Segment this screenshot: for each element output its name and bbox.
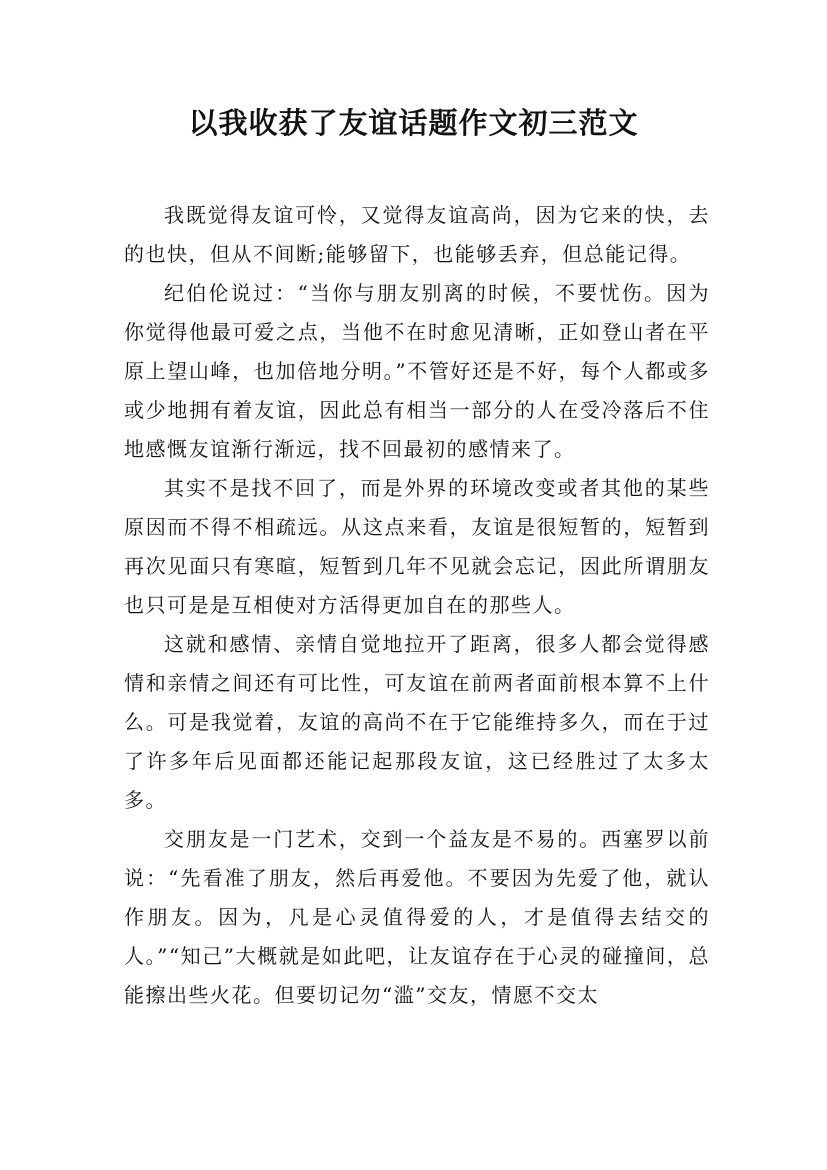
paragraph-4: 这就和感情、亲情自觉地拉开了距离，很多人都会觉得感情和亲情之间还有可比性，可友谊在前两者面前根本算不上什么。可是我觉着，友谊的高尚不在于它能维持多久，而在于过了许多年后见面都还能记起那段友谊，这已经胜过了太多太多。 — [124, 632, 710, 812]
paragraph-1: 我既觉得友谊可怜，又觉得友谊高尚，因为它来的快，去的也快，但从不间断;能够留下，也能够丢弃，但总能记得。 — [124, 203, 710, 266]
paragraph-5: 交朋友是一门艺术，交到一个益友是不易的。西塞罗以前说：“先看准了朋友，然后再爱他。不要因为先爱了他，就认作朋友。因为，凡是心灵值得爱的人，才是值得去结交的人。”“知己”大概就是如此吧，让友谊存在于心灵的碰撞间，总能擦出些火花。但要切记勿“滥”交友，情愿不交太 — [124, 827, 710, 1007]
document-title: 以我收获了友谊话题作文初三范文 — [188, 106, 639, 140]
paragraph-2: 纪伯伦说过：“当你与朋友别离的时候，不要忧伤。因为你觉得他最可爱之点，当他不在时愈见清晰，正如登山者在平原上望山峰，也加倍地分明。”不管好还是不好，每个人都或多或少地拥有着友谊，因此总有相当一部分的人在受冷落后不住地感慨友谊渐行渐远，找不回最初的感情来了。 — [124, 281, 710, 461]
paragraph-3: 其实不是找不回了，而是外界的环境改变或者其他的某些原因而不得不相疏远。从这点来看，友谊是很短暂的，短暂到再次见面只有寒暄，短暂到几年不见就会忘记，因此所谓朋友也只可是是互相使对方活得更加自在的那些人。 — [124, 476, 710, 617]
document-body — [124, 196, 710, 1015]
